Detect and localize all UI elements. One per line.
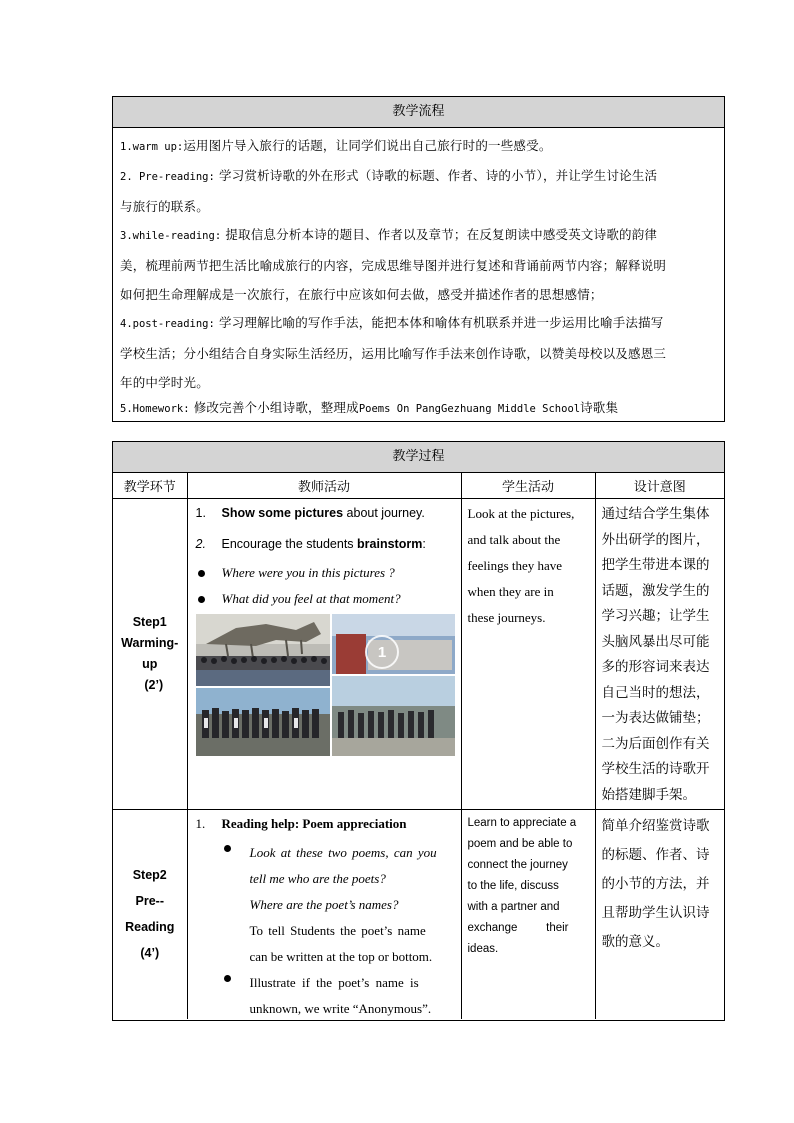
- col-header-teacher: 教师活动: [187, 472, 461, 499]
- teaching-flow-title: 教学流程: [113, 97, 724, 128]
- flow-item-1: 1.warm up:运用图片导入旅行的话题，让同学们说出自己旅行时的一些感受。: [120, 138, 552, 153]
- step2-stage: Step2 Pre-- Reading (4’): [113, 810, 187, 1019]
- step1-row: [113, 499, 724, 810]
- flow-item-3: 3.while-reading: 提取信息分析本诗的题目、作者以及章节；在反复朗读中感受英文诗歌的韵律 美，梳理前两节把生活比喻成旅行的内容，完成思维导图并进行复述和背诵前两节内容；解释说明 如何把生命理解成是一次旅行，在旅行中应该如何去做，感受并描述作者的思想感情；: [120, 227, 667, 302]
- bullet-icon: [198, 570, 205, 577]
- col-header-student: 学生活动: [461, 472, 595, 499]
- teaching-flow-table: [112, 96, 725, 422]
- step1-item-1: 1. Show some pictures about journey.: [195, 506, 425, 520]
- process-grid: [113, 472, 724, 1019]
- step2-student-activity: Learn to appreciate a poem and be able to connect the journey to the life, discuss with a partner and exchange their ideas.: [461, 810, 595, 1019]
- step2-row: [113, 810, 724, 1019]
- step1-teacher-activity: [187, 499, 461, 810]
- journey-photos: [196, 614, 455, 756]
- step2-design-intent: 简单介绍鉴赏诗歌 的标题、作者、诗 的小节的方法，并 且帮助学生认识诗 歌的意义。: [595, 810, 724, 1019]
- bullet-icon: [224, 975, 231, 982]
- step1-design-intent: 通过结合学生集体 外出研学的图片， 把学生带进本课的 话题，激发学生的 学习兴趣；让学生 头脑风暴出尽可能 多的形容词来表达 自己当时的想法， 一为表达做铺垫； 二为后面创作有关 学校生活的诗歌开 始搭建脚手架。: [595, 499, 724, 810]
- photo-badge-number: 1: [377, 644, 386, 661]
- step1-question-1: Where were you in this pictures ?: [221, 565, 395, 580]
- journey-photo-collage: [196, 614, 455, 756]
- flow-item-4: 4.post-reading: 学习理解比喻的写作手法，能把本体和喻体有机联系并进一步运用比喻手法描写 学校生活；分小组结合自身实际生活经历，运用比喻写作手法来创作诗歌，以赞美母校以及感恩三 年的中学时光。: [120, 315, 667, 390]
- col-header-design: 设计意图: [595, 472, 724, 499]
- teaching-process-table: [112, 441, 725, 1021]
- step2-teacher-activity: [187, 810, 461, 1019]
- bullet-icon: [198, 596, 205, 603]
- teaching-process-title: 教学过程: [113, 442, 724, 473]
- bullet-icon: [224, 845, 231, 852]
- step2-bullet-2: Illustrate if the poet’s name is unknown, we write “Anonymous”.: [249, 975, 432, 1016]
- step1-question-2: What did you feel at that moment?: [221, 591, 401, 606]
- flow-item-5: 5.Homework: 修改完善个小组诗歌，整理成Poems On PangGezhuang Middle School诗歌集: [120, 400, 619, 415]
- col-header-stage: 教学环节: [113, 472, 187, 499]
- flow-item-2: 2. Pre-reading: 学习赏析诗歌的外在形式（诗歌的标题、作者、诗的小节），并让学生讨论生活 与旅行的联系。: [120, 168, 658, 214]
- step2-item-1: 1. Reading help: Poem appreciation: [195, 816, 407, 831]
- process-header-row: [113, 472, 724, 499]
- step1-stage: Step1 Warming- up (2’): [113, 499, 187, 810]
- step1-student-activity: Look at the pictures, and talk about the feelings they have when they are in these journeys.: [461, 499, 595, 810]
- step1-item-2: 2. Encourage the students brainstorm:: [195, 537, 426, 551]
- step2-bullet-1: Look at these two poems, can you tell me who are the poets? Where are the poet’s names? To tell Students the poet’s name can be written at the top or bottom.: [249, 845, 437, 964]
